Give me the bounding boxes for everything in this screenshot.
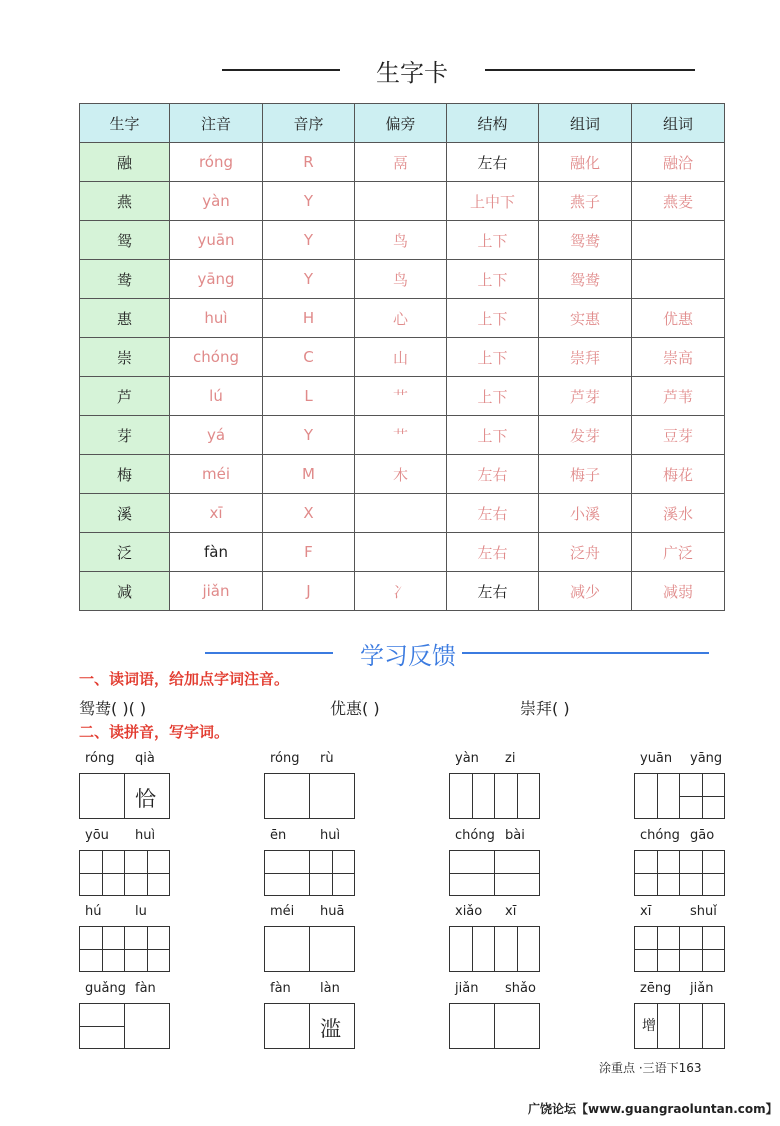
q1-item-2: 优惠( ) bbox=[330, 699, 380, 718]
pinyin-cell: róng bbox=[170, 143, 263, 182]
initial-cell: Y bbox=[263, 221, 355, 260]
pinyin-1: fàn bbox=[270, 981, 291, 996]
title-rule-right bbox=[485, 69, 695, 71]
grid-line bbox=[450, 873, 539, 874]
pinyin-2: rù bbox=[320, 751, 334, 766]
grid-line bbox=[80, 949, 169, 950]
initial-cell: X bbox=[263, 494, 355, 533]
pinyin-1: xiǎo bbox=[455, 904, 483, 919]
pinyin-1: róng bbox=[85, 751, 115, 766]
char-cell: 燕 bbox=[80, 182, 170, 221]
pinyin-2: yāng bbox=[690, 751, 723, 766]
structure-cell: 上下 bbox=[447, 221, 539, 260]
radical-cell bbox=[355, 494, 447, 533]
radical-cell: 艹 bbox=[355, 377, 447, 416]
word2-cell: 豆芽 bbox=[632, 416, 725, 455]
word1-cell: 燕子 bbox=[539, 182, 632, 221]
pinyin-2: fàn bbox=[135, 981, 156, 996]
char-cell: 惠 bbox=[80, 299, 170, 338]
pinyin-cell: méi bbox=[170, 455, 263, 494]
char-cell: 溪 bbox=[80, 494, 170, 533]
radical-cell bbox=[355, 182, 447, 221]
word2-cell: 梅花 bbox=[632, 455, 725, 494]
pinyin-1: chóng bbox=[455, 828, 495, 843]
pinyin-2: shǎo bbox=[505, 981, 536, 996]
given-character: 恰 bbox=[135, 787, 156, 811]
word1-cell: 小溪 bbox=[539, 494, 632, 533]
initial-cell: Y bbox=[263, 182, 355, 221]
char-cell: 减 bbox=[80, 572, 170, 611]
structure-cell: 上下 bbox=[447, 338, 539, 377]
grid-line bbox=[657, 774, 658, 818]
table-row bbox=[80, 221, 725, 260]
char-cell: 梅 bbox=[80, 455, 170, 494]
pinyin-1: guǎng bbox=[85, 981, 126, 996]
structure-cell: 左右 bbox=[447, 143, 539, 182]
char-cell: 融 bbox=[80, 143, 170, 182]
writing-grid[interactable] bbox=[79, 850, 170, 896]
table-row bbox=[80, 416, 725, 455]
structure-cell: 左右 bbox=[447, 572, 539, 611]
initial-cell: C bbox=[263, 338, 355, 377]
char-cell: 崇 bbox=[80, 338, 170, 377]
writing-grid[interactable] bbox=[264, 1003, 355, 1049]
grid-line bbox=[124, 774, 125, 818]
pinyin-1: xī bbox=[640, 904, 652, 919]
pinyin-2: qià bbox=[135, 751, 155, 766]
table-row bbox=[80, 572, 725, 611]
grid-line bbox=[309, 1004, 310, 1048]
char-cell: 泛 bbox=[80, 533, 170, 572]
writing-grid[interactable] bbox=[79, 1003, 170, 1049]
radical-cell: 山 bbox=[355, 338, 447, 377]
pinyin-cell: lú bbox=[170, 377, 263, 416]
pinyin-2: làn bbox=[320, 981, 340, 996]
pinyin-cell: xī bbox=[170, 494, 263, 533]
writing-grid[interactable] bbox=[449, 926, 540, 972]
table-row bbox=[80, 533, 725, 572]
radical-cell: 艹 bbox=[355, 416, 447, 455]
word2-cell: 优惠 bbox=[632, 299, 725, 338]
pinyin-1: chóng bbox=[640, 828, 680, 843]
structure-cell: 左右 bbox=[447, 494, 539, 533]
table-header-row bbox=[80, 104, 725, 143]
header-initial: 音序 bbox=[263, 104, 355, 143]
site-watermark: 广饶论坛【www.guangraoluntan.com】 bbox=[528, 1102, 778, 1116]
pinyin-cell: yá bbox=[170, 416, 263, 455]
radical-cell: 木 bbox=[355, 455, 447, 494]
q1-item-3: 崇拜( ) bbox=[520, 699, 570, 718]
word2-cell: 广泛 bbox=[632, 533, 725, 572]
word1-cell: 发芽 bbox=[539, 416, 632, 455]
structure-cell: 上下 bbox=[447, 416, 539, 455]
grid-line bbox=[309, 927, 310, 971]
q2-heading: 二、读拼音，写字词。 bbox=[79, 723, 230, 741]
radical-cell: 鸟 bbox=[355, 221, 447, 260]
structure-cell: 上下 bbox=[447, 260, 539, 299]
initial-cell: J bbox=[263, 572, 355, 611]
writing-grid[interactable] bbox=[634, 850, 725, 896]
grid-line bbox=[80, 873, 169, 874]
grid-line bbox=[657, 1004, 658, 1048]
word2-cell bbox=[632, 260, 725, 299]
feedback-title: 学习反馈 bbox=[360, 642, 456, 670]
grid-line bbox=[494, 927, 495, 971]
initial-cell: Y bbox=[263, 416, 355, 455]
grid-line bbox=[702, 774, 703, 818]
feedback-rule-right bbox=[462, 652, 709, 654]
pinyin-cell: huì bbox=[170, 299, 263, 338]
q1-item-1: 鸳鸯( )( ) bbox=[79, 699, 147, 718]
word1-cell: 崇拜 bbox=[539, 338, 632, 377]
pinyin-1: róng bbox=[270, 751, 300, 766]
grid-line bbox=[679, 1004, 680, 1048]
word1-cell: 泛舟 bbox=[539, 533, 632, 572]
pinyin-cell: jiǎn bbox=[170, 572, 263, 611]
pinyin-2: shuǐ bbox=[690, 904, 717, 919]
radical-cell bbox=[355, 533, 447, 572]
word2-cell: 崇高 bbox=[632, 338, 725, 377]
grid-line bbox=[494, 774, 495, 818]
word1-cell: 实惠 bbox=[539, 299, 632, 338]
pinyin-2: jiǎn bbox=[690, 981, 714, 996]
pinyin-1: hú bbox=[85, 904, 102, 919]
given-character: 增 bbox=[642, 1018, 656, 1034]
radical-cell: 心 bbox=[355, 299, 447, 338]
title-rule-left bbox=[222, 69, 340, 71]
header-char: 生字 bbox=[80, 104, 170, 143]
header-pinyin: 注音 bbox=[170, 104, 263, 143]
initial-cell: Y bbox=[263, 260, 355, 299]
table-row bbox=[80, 182, 725, 221]
pinyin-2: huā bbox=[320, 904, 345, 919]
word2-cell: 减弱 bbox=[632, 572, 725, 611]
pinyin-1: yuān bbox=[640, 751, 673, 766]
writing-grid[interactable] bbox=[449, 1003, 540, 1049]
grid-line bbox=[309, 774, 310, 818]
writing-grid[interactable] bbox=[634, 773, 725, 819]
initial-cell: L bbox=[263, 377, 355, 416]
pinyin-cell: fàn bbox=[170, 533, 263, 572]
given-character: 滥 bbox=[320, 1017, 341, 1041]
pinyin-cell: yuān bbox=[170, 221, 263, 260]
char-cell: 芦 bbox=[80, 377, 170, 416]
header-word1: 组词 bbox=[539, 104, 632, 143]
word2-cell bbox=[632, 221, 725, 260]
table-row bbox=[80, 494, 725, 533]
grid-line bbox=[332, 851, 333, 895]
structure-cell: 左右 bbox=[447, 455, 539, 494]
grid-line bbox=[635, 949, 724, 950]
initial-cell: R bbox=[263, 143, 355, 182]
feedback-rule-left bbox=[205, 652, 333, 654]
grid-line bbox=[80, 1026, 124, 1027]
pinyin-2: huì bbox=[320, 828, 341, 843]
word1-cell: 芦芽 bbox=[539, 377, 632, 416]
pinyin-1: yōu bbox=[85, 828, 109, 843]
writing-grid[interactable] bbox=[264, 850, 355, 896]
structure-cell: 上下 bbox=[447, 377, 539, 416]
grid-line bbox=[472, 774, 473, 818]
page-title: 生字卡 bbox=[376, 59, 448, 87]
char-cell: 芽 bbox=[80, 416, 170, 455]
initial-cell: F bbox=[263, 533, 355, 572]
grid-line bbox=[517, 927, 518, 971]
pinyin-1: jiǎn bbox=[455, 981, 479, 996]
q1-heading: 一、读词语，给加点字词注音。 bbox=[79, 670, 290, 688]
pinyin-2: xī bbox=[505, 904, 517, 919]
grid-line bbox=[124, 1004, 125, 1048]
pinyin-cell: yāng bbox=[170, 260, 263, 299]
header-word2: 组词 bbox=[632, 104, 725, 143]
table-row bbox=[80, 455, 725, 494]
table-row bbox=[80, 338, 725, 377]
grid-line bbox=[472, 927, 473, 971]
header-radical: 偏旁 bbox=[355, 104, 447, 143]
radical-cell: 鬲 bbox=[355, 143, 447, 182]
initial-cell: H bbox=[263, 299, 355, 338]
word2-cell: 融洽 bbox=[632, 143, 725, 182]
grid-line bbox=[494, 1004, 495, 1048]
char-cell: 鸯 bbox=[80, 260, 170, 299]
word2-cell: 燕麦 bbox=[632, 182, 725, 221]
word1-cell: 鸳鸯 bbox=[539, 221, 632, 260]
pinyin-2: zi bbox=[505, 751, 516, 766]
word2-cell: 芦苇 bbox=[632, 377, 725, 416]
grid-line bbox=[702, 1004, 703, 1048]
structure-cell: 上中下 bbox=[447, 182, 539, 221]
table-row bbox=[80, 143, 725, 182]
writing-grid[interactable] bbox=[264, 773, 355, 819]
pinyin-1: méi bbox=[270, 904, 295, 919]
writing-grid[interactable] bbox=[264, 926, 355, 972]
grid-line bbox=[635, 873, 724, 874]
word1-cell: 减少 bbox=[539, 572, 632, 611]
writing-grid[interactable] bbox=[79, 926, 170, 972]
table-row bbox=[80, 377, 725, 416]
pinyin-cell: yàn bbox=[170, 182, 263, 221]
char-cell: 鸳 bbox=[80, 221, 170, 260]
grid-line bbox=[265, 873, 354, 874]
pinyin-2: lu bbox=[135, 904, 147, 919]
writing-grid[interactable] bbox=[449, 773, 540, 819]
table-row bbox=[80, 260, 725, 299]
radical-cell: 鸟 bbox=[355, 260, 447, 299]
initial-cell: M bbox=[263, 455, 355, 494]
pinyin-2: huì bbox=[135, 828, 156, 843]
pinyin-cell: chóng bbox=[170, 338, 263, 377]
structure-cell: 上下 bbox=[447, 299, 539, 338]
word1-cell: 梅子 bbox=[539, 455, 632, 494]
table-row bbox=[80, 299, 725, 338]
pinyin-1: zēng bbox=[640, 981, 672, 996]
pinyin-1: yàn bbox=[455, 751, 479, 766]
pinyin-2: bài bbox=[505, 828, 525, 843]
header-structure: 结构 bbox=[447, 104, 539, 143]
grid-line bbox=[517, 774, 518, 818]
character-card-table bbox=[79, 103, 725, 611]
word1-cell: 鸳鸯 bbox=[539, 260, 632, 299]
word1-cell: 融化 bbox=[539, 143, 632, 182]
page-number: 涂重点 ·三语下163 bbox=[599, 1061, 702, 1075]
writing-grid[interactable] bbox=[79, 773, 170, 819]
writing-grid[interactable] bbox=[449, 850, 540, 896]
radical-cell: 冫 bbox=[355, 572, 447, 611]
word2-cell: 溪水 bbox=[632, 494, 725, 533]
pinyin-2: gāo bbox=[690, 828, 715, 843]
structure-cell: 左右 bbox=[447, 533, 539, 572]
pinyin-1: ēn bbox=[270, 828, 287, 843]
writing-grid[interactable] bbox=[634, 926, 725, 972]
